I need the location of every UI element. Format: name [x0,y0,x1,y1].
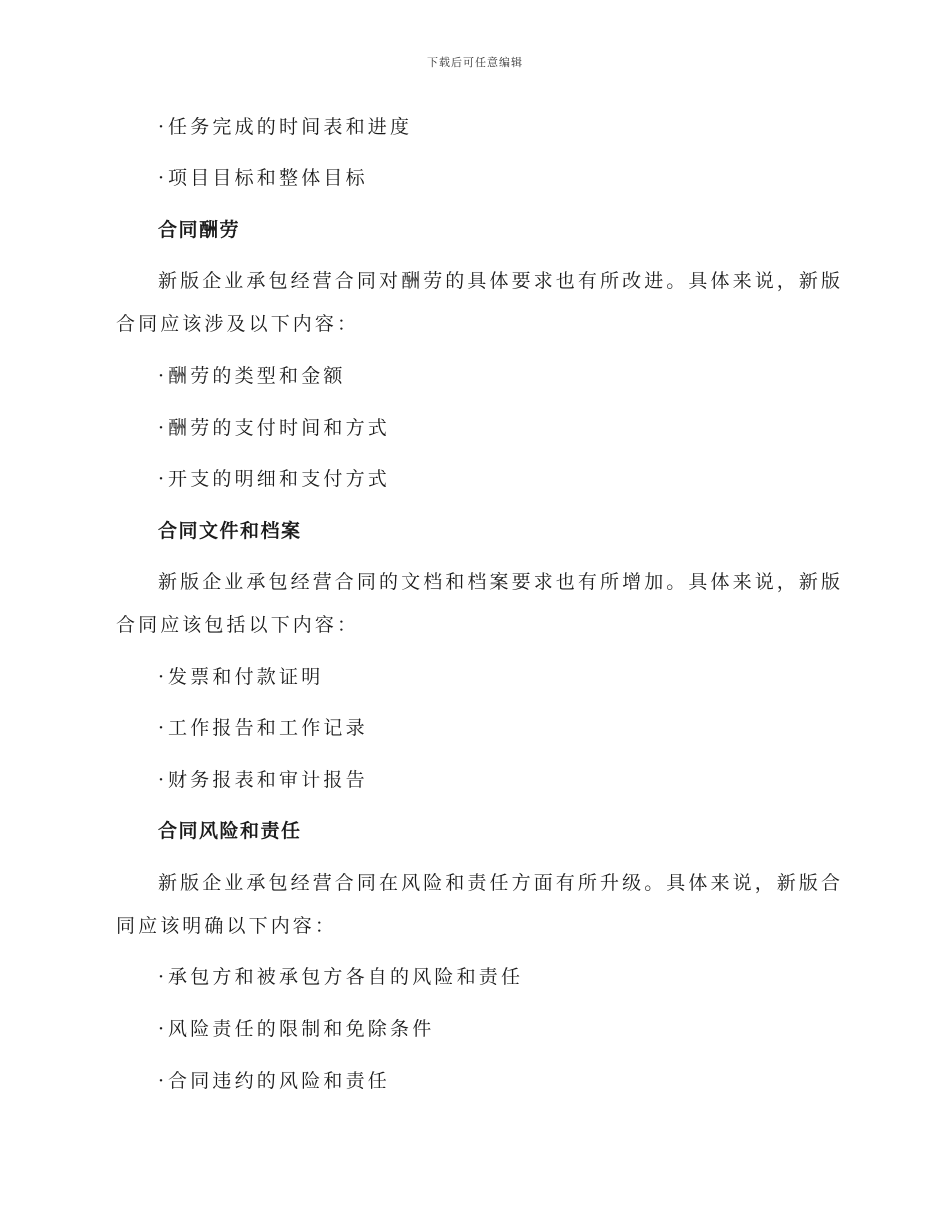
bullet-dot: · [158,1018,165,1040]
bullet-text: 开支的明细和支付方式 [168,468,391,490]
paragraph-line: 新版企业承包经营合同在风险和责任方面有所升级。具体来说，新版合 [158,872,844,894]
bullet-item [158,165,368,191]
bullet-text: 风险责任的限制和免除条件 [168,1018,435,1040]
bullet-text: 发票和付款证明 [168,666,324,688]
bullet-item [158,664,323,690]
bullet-item [158,964,523,990]
bullet-text: 合同违约的风险和责任 [168,1070,391,1092]
bullet-text: 财务报表和审计报告 [168,769,368,791]
bullet-dot: · [158,417,165,439]
bullet-dot: · [158,769,165,791]
page-header-note: 下载后可任意编辑 [427,56,523,69]
bullet-dot: · [158,666,165,688]
paragraph-line: 合同应该涉及以下内容： [116,313,360,335]
bullet-dot: · [158,468,165,490]
bullet-text: 承包方和被承包方各自的风险和责任 [168,966,524,988]
section-heading: 合同文件和档案 [158,520,302,542]
bullet-item [158,1016,434,1042]
bullet-item [158,415,390,441]
bullet-item [158,1068,390,1094]
bullet-text: 工作报告和工作记录 [168,717,368,739]
bullet-item [158,767,368,793]
bullet-dot: · [158,167,165,189]
section-heading: 合同风险和责任 [158,820,302,842]
bullet-dot: · [158,717,165,739]
bullet-dot: · [158,365,165,387]
bullet-dot: · [158,966,165,988]
bullet-item [158,363,346,389]
paragraph-line: 新版企业承包经营合同对酬劳的具体要求也有所改进。具体来说，新版 [158,270,844,292]
bullet-dot: · [158,1070,165,1092]
bullet-dot: · [158,116,165,138]
paragraph-line: 新版企业承包经营合同的文档和档案要求也有所增加。具体来说，新版 [158,571,844,593]
bullet-text: 酬劳的类型和金额 [168,365,346,387]
bullet-text: 酬劳的支付时间和方式 [168,417,391,439]
section-heading: 合同酬劳 [158,219,241,241]
bullet-item [158,114,412,140]
bullet-item [158,466,390,492]
bullet-text: 任务完成的时间表和进度 [168,116,413,138]
bullet-text: 项目目标和整体目标 [168,167,368,189]
paragraph-line: 同应该明确以下内容： [116,915,338,937]
paragraph-line: 合同应该包括以下内容： [116,614,360,636]
bullet-item [158,715,368,741]
